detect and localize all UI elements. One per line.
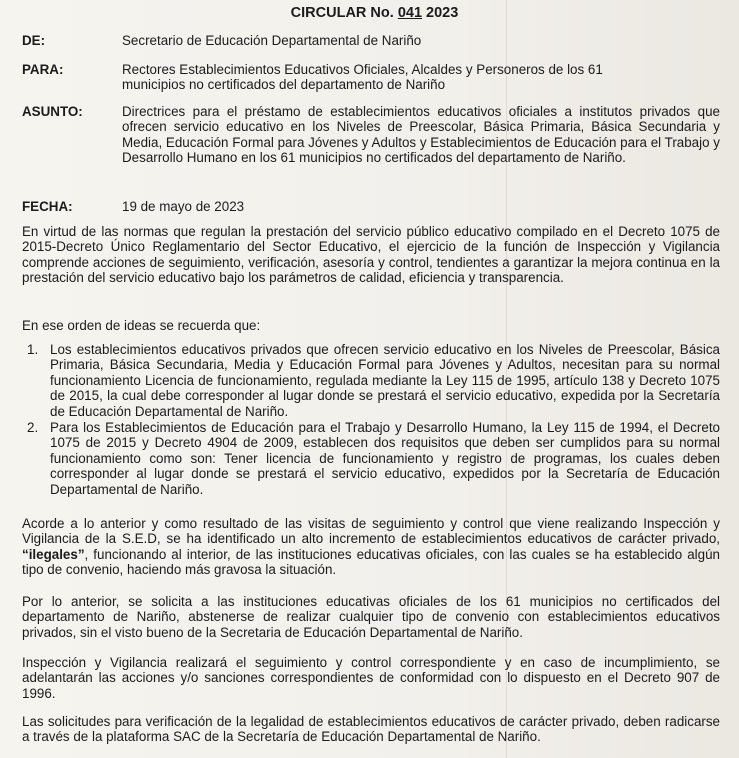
paragraph-orden: En ese orden de ideas se recuerda que:: [22, 318, 261, 333]
de-label: DE:: [22, 33, 46, 48]
title-year: 2023: [422, 5, 459, 21]
paragraph-radicacion: Las solicitudes para verificación de la legalidad de establecimientos educativos de carácter privado, deben radicarse a través de la plataforma SAC de la Secretaría de Educación Departamental de Nariño.: [22, 714, 720, 745]
orden-paragraph: [22, 318, 720, 333]
asunto-value: Directrices para el préstamo de establecimientos educativos oficiales a institutos privados que ofrecen servicio educativo en los Niveles de Preescolar, Básica Primaria, Básica Secundaria y Media, Educación Formal para Jóvenes y Adultos y Establecimientos de Educación para el Trabajo y Desarrollo Humano en los 61 municipios no certificados del departamento de Nariño.: [122, 104, 720, 166]
fecha-label: FECHA:: [22, 199, 73, 214]
list-item-number: 1.: [27, 342, 39, 357]
title-prefix: CIRCULAR No.: [290, 5, 398, 21]
paragraph-solicitud: Por lo anterior, se solicita a las instituciones educativas oficiales de los 61 municipios no certificados del departamento de Nariño, abstenerse de realizar cualquier tipo de convenio con establecimientos educativos privados, sin el visto bueno de la Secretaria de Educación Departamental de Nariño.: [22, 594, 720, 640]
inspeccion-paragraph: [22, 655, 720, 701]
list-item: [22, 420, 720, 497]
radicacion-paragraph: [22, 714, 720, 745]
paragraph-normas: En virtud de las normas que regulan la prestación del servicio público educativo compilado en el Decreto 1075 de 2015-Decreto Único Reglamentario del Sector Educativo, el ejercicio de la función de Inspección y Vigilancia comprende acciones de seguimiento, verificación, asesoría y control, tendientes a garantizar la mejora continua en la prestación del servicio educativo bajo los parámetros de calidad, eficiencia y transparencia.: [22, 224, 720, 286]
list-item-number: 2.: [27, 420, 39, 436]
fecha-value: 19 de mayo de 2023: [122, 199, 245, 214]
solicitud-paragraph: [22, 594, 720, 640]
acorde-text-c: , funcionando al interior, de las instituciones educativas oficiales, con las cuales se ha establecido algún tipo de convenio, haciendo más gravosa la situación.: [22, 546, 720, 578]
paragraph-inspeccion: Inspección y Vigilancia realizará el seguimiento y control correspondiente y en caso de incumplimiento, se adelantarán las acciones y/o sanciones correspondientes de conformidad con lo dispuesto en el Decreto 907 de 1996.: [22, 655, 720, 701]
ilegales-emphasis: “ilegales”: [22, 546, 85, 562]
de-value: Secretario de Educación Departamental de Nariño: [122, 33, 422, 48]
para-label: PARA:: [22, 62, 64, 77]
asunto-label: ASUNTO:: [22, 104, 83, 119]
list-item-text: Para los Establecimientos de Educación para el Trabajo y Desarrollo Humano, la Ley 115 de 1994, el Decreto 1075 de 2015 y Decreto 4904 de 2009, establecen dos requisitos que deben ser cumplidos para su normal funcionamiento como son: Tener licencia de funcionamiento y registro de programas, los cuales deben corresponder al lugar donde se prestará el servicio educativo, expedidos por la Secretaría de Educación Departamental de Nariño.: [50, 420, 720, 497]
numbered-list: [22, 342, 720, 497]
intro-paragraph: [22, 224, 720, 286]
para-value: Rectores Establecimientos Educativos Oficiales, Alcaldes y Personeros de los 61 municipios no certificados del departamento de Nariño: [122, 62, 603, 93]
acorde-paragraph: [22, 516, 720, 578]
circular-number: 041: [397, 5, 423, 21]
acorde-text-a: Acorde a lo anterior y como resultado de las visitas de seguimiento y control que viene realizando Inspección y Vigilancia de la S.E.D, se ha identificado un alto incremento de establecimientos educativos de carácter privado,: [22, 516, 720, 547]
list-item: [22, 342, 720, 419]
circular-title: [0, 4, 739, 22]
list-item-text: Los establecimientos educativos privados que ofrecen servicio educativo en los Niveles de Preescolar, Básica Primaria, Básica Secundaria, Media y Educación Formal para Jóvenes y Adultos, necesitan para su normal funcionamiento Licencia de funcionamiento, regulada mediante la Ley 115 de 1995, artículo 138 y Decreto 1075 de 2015, la cual debe corresponder al lugar donde se prestará el servicio educativo, expedida por la Secretaría de Educación Departamental de Nariño.: [50, 342, 720, 419]
paragraph-acorde: [22, 516, 720, 578]
